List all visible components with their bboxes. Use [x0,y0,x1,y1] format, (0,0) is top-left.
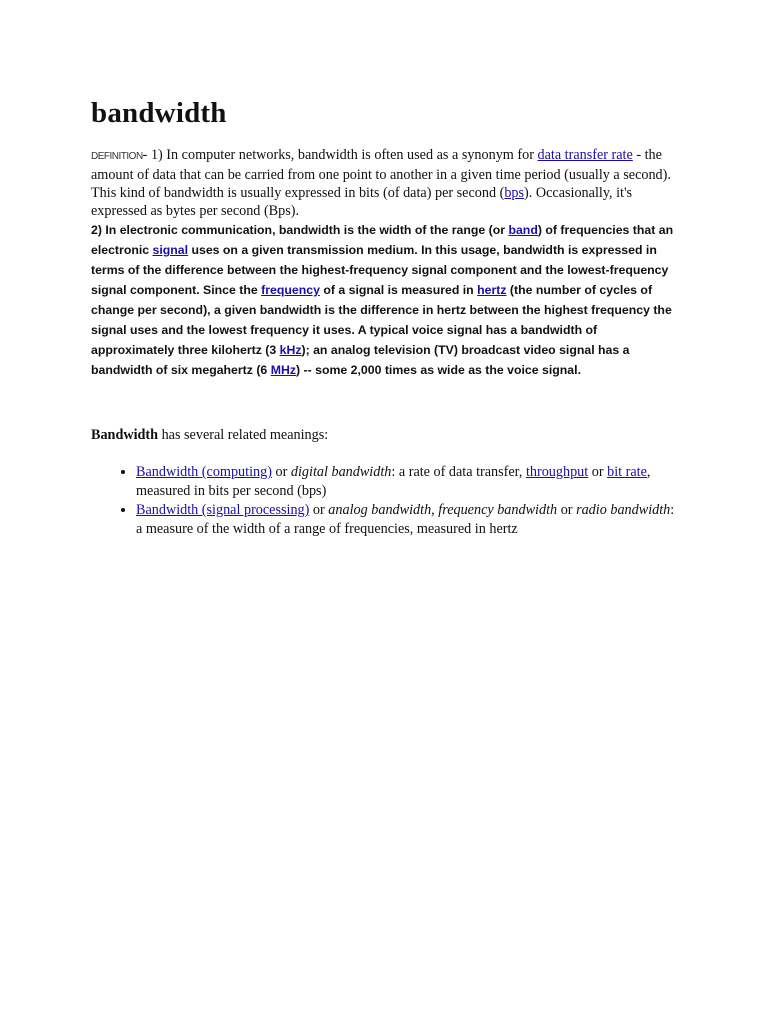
para2-text-7: ) -- some 2,000 times as wide as the voice signal. [295,363,581,377]
para2-text-1: 2) In electronic communication, bandwidth is the width of the range (or [91,223,509,237]
para2-text-3: uses on a given transmission medium. In this usage, bandwidth is expressed in terms of the difference between the highest-frequency signal component and the lowest-frequency signal component. Since the [91,243,669,297]
item-italic-term: digital bandwidth [290,464,392,480]
item-text: : a rate of data transfer, [391,464,526,480]
item-text: or [557,502,577,518]
definition-end: ). Occasionally, it's expressed as bytes per second (Bps). [91,185,633,219]
list-item [136,501,681,538]
link-throughput[interactable]: throughput [525,464,589,480]
related-meanings-intro [91,426,681,445]
item-text: or [309,502,329,518]
item-italic-term: analog bandwidth [328,502,432,518]
page-title: bandwidth [91,97,227,129]
definition-label: DEFINITION [91,151,143,162]
definition-paragraph [91,146,681,220]
link-signal[interactable]: signal [152,243,189,257]
item-text: , measured in bits per second (bps) [136,464,651,499]
item-italic-term: frequency bandwidth [438,502,558,518]
item-text: or [271,464,291,480]
para2-text-2: ) of frequencies that an electronic [91,223,674,257]
electronic-communication-paragraph [91,220,681,380]
link-mhz[interactable]: MHz [270,363,296,377]
link-frequency[interactable]: frequency [261,283,320,297]
link-data-transfer-rate[interactable]: data transfer rate [537,147,633,163]
link-bandwidth-signal-processing[interactable]: Bandwidth (signal processing) [136,502,310,518]
item-text: or [588,464,608,480]
link-bandwidth-computing[interactable]: Bandwidth (computing) [136,464,272,480]
definition-mid: - the amount of data that can be carried from one point to another in a given time period (usually a second). This kind of bandwidth is usually expressed in bits (of data) per second ( [91,147,671,201]
list-item [136,463,681,500]
para2-text-4: of a signal is measured in [319,283,478,297]
related-bold-term: Bandwidth [91,427,159,443]
item-text: : a measure of the width of a range of frequencies, measured in hertz [136,502,675,537]
item-text: , [431,502,439,518]
meanings-list [91,463,681,538]
related-rest: has several related meanings: [158,427,329,443]
item-italic-term: radio bandwidth [576,502,671,518]
definition-intro: - 1) In computer networks, bandwidth is often used as a synonym for [142,147,538,163]
link-bps[interactable]: bps [504,185,525,201]
para2-text-5: (the number of cycles of change per second), a given bandwidth is the difference in hertz between the highest frequency the signal uses and the lowest frequency it uses. A typical voice signal has a bandwidth of approximately three kilohertz (3 [91,283,672,357]
link-bit-rate[interactable]: bit rate [607,464,647,480]
para2-text-6: ); an analog television (TV) broadcast video signal has a bandwidth of six megahertz (6 [91,343,630,377]
link-khz[interactable]: kHz [279,343,302,357]
article [91,96,681,539]
link-band[interactable]: band [508,223,538,237]
link-hertz[interactable]: hertz [477,283,507,297]
